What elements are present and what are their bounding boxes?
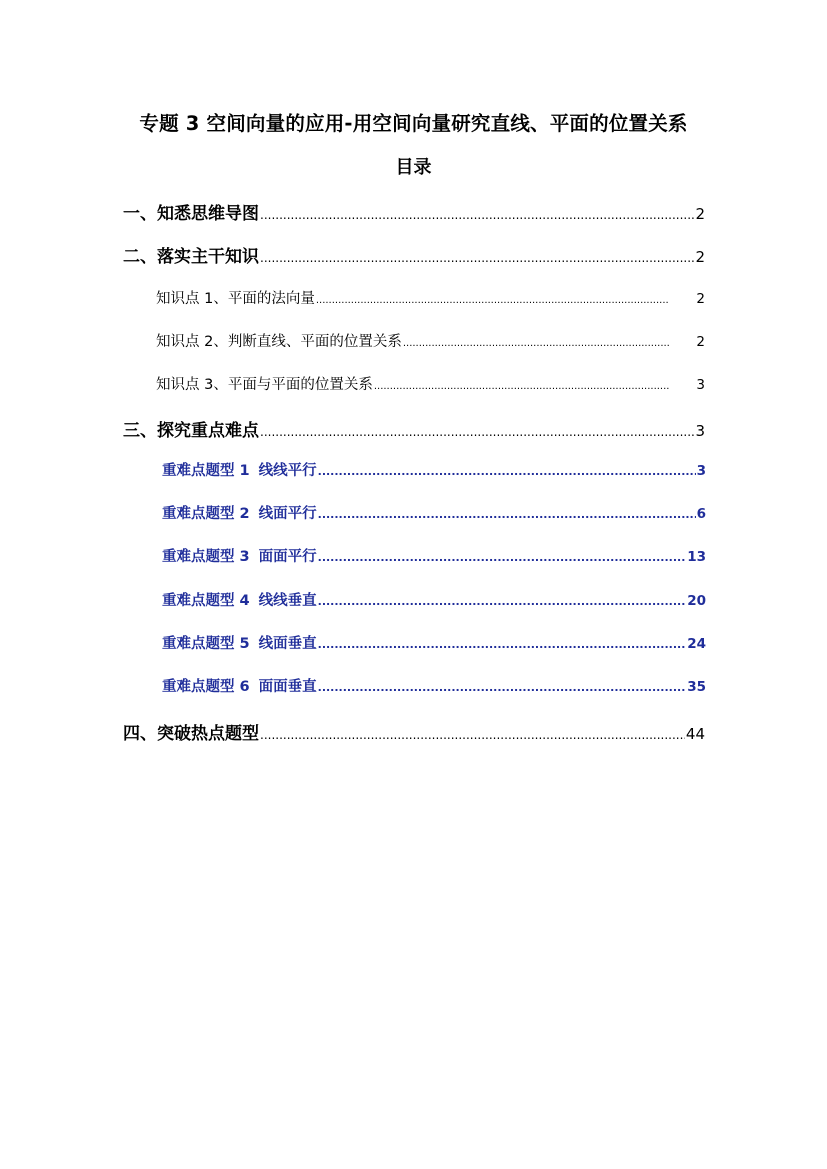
toc-dot-leader bbox=[260, 728, 685, 742]
toc-entry-key-type-6[interactable] bbox=[162, 675, 706, 696]
toc-dot-leader bbox=[318, 681, 687, 694]
toc-entry-key-type-2[interactable] bbox=[162, 502, 706, 523]
toc-entry-label: 三、探究重点难点 bbox=[123, 421, 259, 441]
toc-page-number: 24 bbox=[687, 636, 706, 652]
toc-page-number: 3 bbox=[695, 422, 705, 440]
toc-entry-label: 二、落实主干知识 bbox=[123, 247, 259, 267]
toc-dot-leader bbox=[260, 208, 694, 222]
toc-entry-key-type-1[interactable] bbox=[162, 459, 706, 480]
toc-dot-leader bbox=[318, 508, 696, 521]
toc-entry-section-2[interactable] bbox=[123, 242, 705, 267]
key-type-prefix: 重难点题型 3 bbox=[162, 549, 250, 565]
toc-dot-leader bbox=[318, 551, 687, 564]
toc-page-number: 2 bbox=[695, 248, 705, 266]
key-type-prefix: 重难点题型 6 bbox=[162, 679, 250, 695]
toc-dot-leader bbox=[374, 381, 669, 392]
toc-dot-leader bbox=[318, 595, 687, 608]
toc-page-number: 6 bbox=[696, 506, 706, 522]
key-type-name: 线面平行 bbox=[258, 506, 317, 522]
toc-entry-key-type-5[interactable] bbox=[162, 632, 706, 653]
toc-page-number: 3 bbox=[696, 463, 706, 479]
toc-entry-key-type-3[interactable] bbox=[162, 545, 706, 566]
toc-entry-section-1[interactable] bbox=[123, 199, 705, 224]
key-type-prefix: 重难点题型 2 bbox=[162, 506, 250, 522]
toc-page-number: 2 bbox=[696, 291, 705, 307]
toc-entry-section-3[interactable] bbox=[123, 416, 705, 441]
toc-entry-label: 知识点 2、判断直线、平面的位置关系 bbox=[156, 334, 402, 350]
toc-dot-leader bbox=[318, 465, 696, 478]
toc-page-number: 35 bbox=[687, 679, 706, 695]
key-type-name: 线线平行 bbox=[258, 463, 317, 479]
key-type-name: 面面平行 bbox=[258, 549, 317, 565]
toc-dot-leader bbox=[260, 425, 694, 439]
toc-dot-leader bbox=[316, 295, 669, 306]
key-type-prefix: 重难点题型 4 bbox=[162, 593, 250, 609]
key-type-prefix: 重难点题型 1 bbox=[162, 463, 250, 479]
toc-page-number: 2 bbox=[696, 334, 705, 350]
toc-entry-key-type-4[interactable] bbox=[162, 589, 706, 610]
key-type-prefix: 重难点题型 5 bbox=[162, 636, 250, 652]
toc-entry-label: 一、知悉思维导图 bbox=[123, 204, 259, 224]
toc-entry-label: 知识点 3、平面与平面的位置关系 bbox=[156, 377, 373, 393]
toc-page-number: 44 bbox=[685, 725, 705, 743]
toc-page-number: 20 bbox=[687, 593, 706, 609]
document-title: 专题 3 空间向量的应用-用空间向量研究直线、平面的位置关系 bbox=[139, 112, 688, 135]
toc-entry-label: 四、突破热点题型 bbox=[123, 724, 259, 744]
key-type-name: 面面垂直 bbox=[258, 679, 317, 695]
toc-page-number: 3 bbox=[696, 377, 705, 393]
toc-entry-knowledge-point-2[interactable] bbox=[156, 330, 705, 351]
toc-dot-leader bbox=[403, 338, 669, 349]
toc-heading: 目录 bbox=[395, 157, 432, 178]
toc-entry-section-4[interactable] bbox=[123, 719, 705, 744]
toc-entry-knowledge-point-3[interactable] bbox=[156, 373, 705, 394]
toc-dot-leader bbox=[318, 638, 687, 651]
key-type-name: 线面垂直 bbox=[258, 636, 317, 652]
toc-entry-knowledge-point-1[interactable] bbox=[156, 287, 705, 308]
toc-entry-label: 知识点 1、平面的法向量 bbox=[156, 291, 315, 307]
toc-page-number: 2 bbox=[695, 205, 705, 223]
toc-dot-leader bbox=[260, 251, 694, 265]
key-type-name: 线线垂直 bbox=[258, 593, 317, 609]
toc-page-number: 13 bbox=[687, 549, 706, 565]
